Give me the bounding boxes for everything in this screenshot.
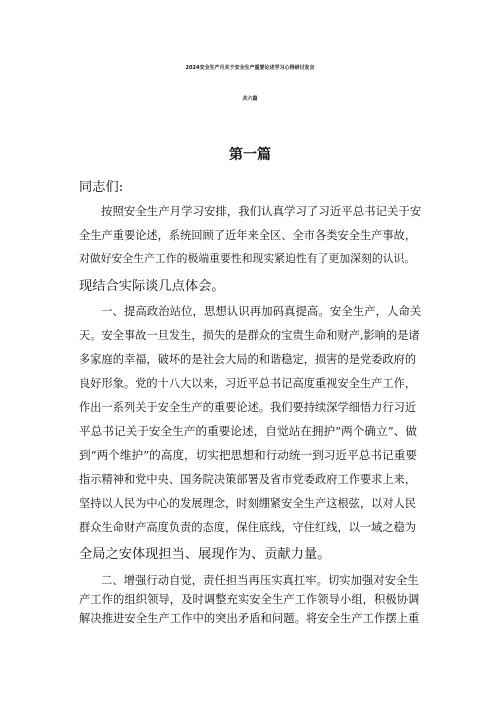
paragraph-line: 现结合实际谈几点体会。	[79, 279, 225, 294]
paragraph-line: 天。安全事故一旦发生，损失的是群众的宝贵生命和财产,影响的是诸	[79, 329, 420, 342]
paragraph-line: 到“两个维护”的高度，切实把思想和行动统一到习近平总书记重要	[79, 448, 417, 462]
paragraph-line: 产工作的组织领导，及时调整充实安全生产工作领导小组，积极协调	[79, 593, 420, 606]
paragraph-line: 良好形象。党的十八大以来，习近平总书记高度重视安全生产工作，	[79, 377, 417, 390]
paragraph-line: 群众生命财产高度负责的态度，保住底线，守住红线，以一域之稳为	[79, 521, 417, 534]
document-title: 2024安全生产月关于安全生产重要论述学习心得研讨发言	[185, 65, 315, 71]
paragraph-line: 多家庭的幸福，破坏的是社会大局的和谐稳定，损害的是党委政府的	[79, 353, 417, 366]
paragraph-line: 作出一系列关于安全生产的重要论述。我们要持续深学细悟力行习近	[79, 401, 417, 414]
paragraph-line: 二、增强行动自觉，责任担当再压实真扛牢。切实加强对安全生	[101, 574, 419, 587]
salutation: 同志们:	[79, 180, 124, 195]
paragraph-line: 按照安全生产月学习安排，我们认真学习了习近平总书记关于安	[101, 204, 422, 218]
paragraph-line: 指示精神和党中央、国务院决策部署及省市党委政府工作要求上来，	[79, 473, 417, 486]
paragraph-line: 坚持以人民为中心的发展理念，时刻绷紧安全生产这根弦，以对人民	[79, 497, 417, 510]
section-heading: 第一篇	[229, 147, 271, 163]
paragraph-line: 解决推进安全生产工作中的突出矛盾和问题。将安全生产工作摆上重	[79, 612, 420, 625]
paragraph-line: 一、提高政治站位，思想认识再加码真提高。安全生产，人命关	[101, 304, 422, 318]
paragraph-line: 全局之安体现担当、展现作为、贡献力量。	[79, 547, 331, 562]
paragraph-line: 对做好安全生产工作的极端重要性和现实紧迫性有了更加深刻的认识。	[79, 252, 416, 265]
paragraph-line: 全生产重要论述，系统回顾了近年来全区、全市各类安全生产事故，	[79, 229, 417, 242]
paragraph-line: 平总书记关于安全生产的重要论述，自觉站在拥护“两个确立”、做	[79, 424, 417, 438]
document-subtitle: 共六篇	[242, 96, 258, 102]
